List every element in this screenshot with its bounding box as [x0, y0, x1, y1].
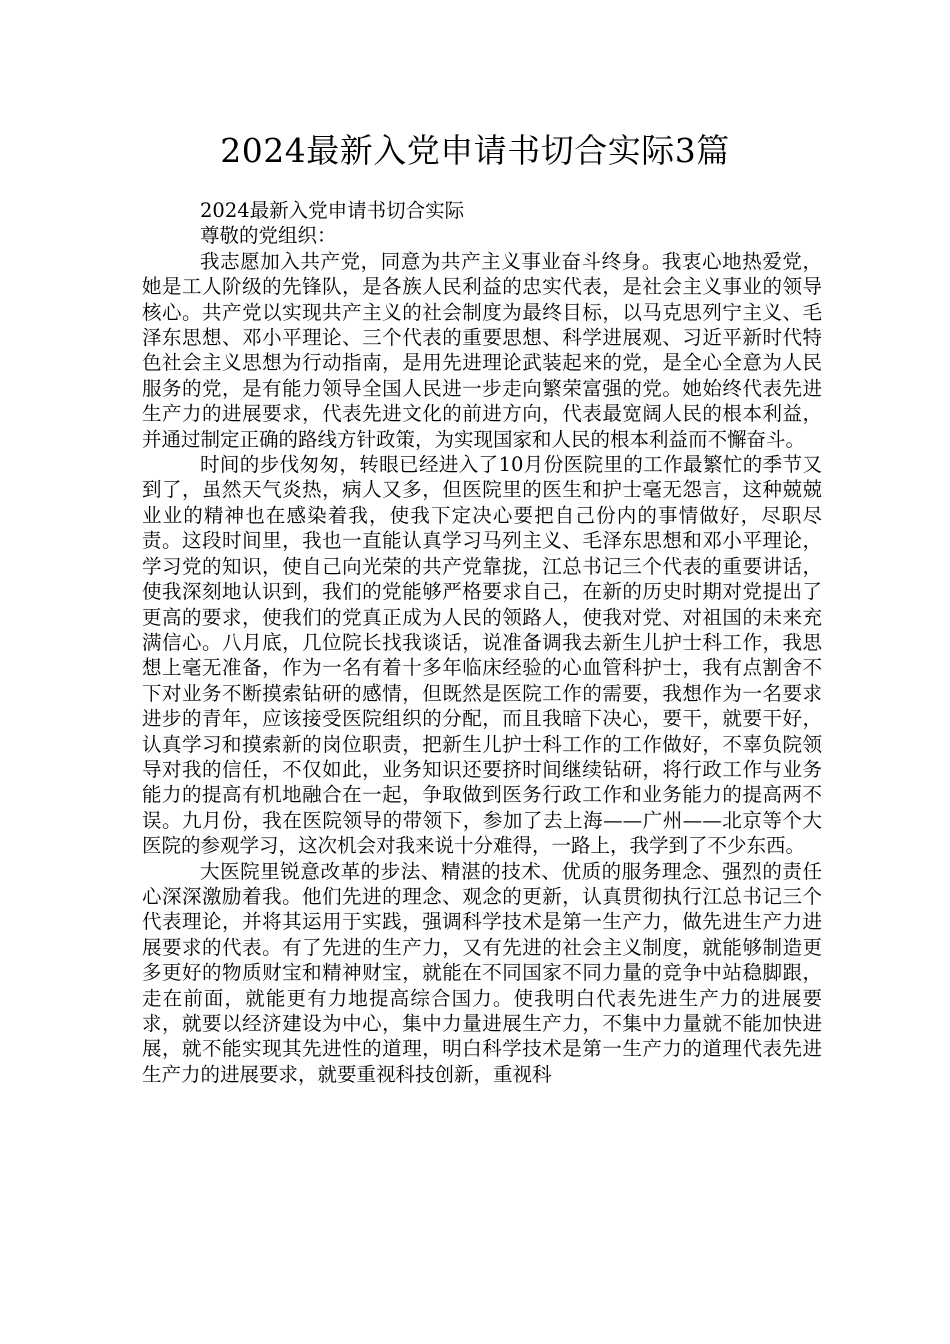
document-title: 2024最新入党申请书切合实际3篇 — [220, 131, 730, 170]
salutation: 尊敬的党组织： — [200, 224, 337, 248]
paragraph: 时间的步伐匆匆，转眼已经进入了10月份医院里的工作最繁忙的季节又到了，虽然天气炎热，病人又多，但医院里的医生和护士毫无怨言，这种兢兢业业的精神也在感染着我，使我下定决心要把自己份内的事情做好，尽职尽责。这段时间里，我也一直能认真学习马列主义、毛泽东思想和邓小平理论，学习党的知识，使自己向光荣的共产党靠拢，江总书记三个代表的重要讲话，使我深刻地认识到，我们的党能够严格要求自己，在新的历史时期对党提出了更高的要求，使我们的党真正成为人民的领路人，使我对党、对祖国的未来充满信心。八月底，几位院长找我谈话，说准备调我去新生儿护士科工作，我思想上毫无准备，作为一名有着十多年临床经验的心血管科护士，我有点割舍不下对业务不断摸索钻研的感情，但既然是医院工作的需要，我想作为一名要求进步的青年，应该接受医院组织的分配，而且我暗下决心，要干，就要干好，认真学习和摸索新的岗位职责，把新生儿护士科工作的工作做好，不辜负院领导对我的信任，不仅如此，业务知识还要挤时间继续钻研，将行政工作与业务能力的提高有机地融合在一起，争取做到医务行政工作和业务能力的提高两不误。九月份，我在医院领导的带领下，参加了去上海——广州——北京等个大医院的参观学习，这次机会对我来说十分难得，一路上，我学到了不少东西。 — [142, 453, 822, 858]
paragraph: 我志愿加入共产党，同意为共产主义事业奋斗终身。我衷心地热爱党，她是工人阶级的先锋队，是各族人民利益的忠实代表，是社会主义事业的领导核心。共产党以实现共产主义的社会制度为最终目标，以马克思列宁主义、毛泽东思想、邓小平理论、三个代表的重要思想、科学进展观、习近平新时代特色社会主义思想为行动指南，是用先进理论武装起来的党，是全心全意为人民服务的党，是有能力领导全国人民进一步走向繁荣富强的党。她始终代表先进生产力的进展要求，代表先进文化的前进方向，代表最宽阔人民的根本利益，并通过制定正确的路线方针政策，为实现国家和人民的根本利益而不懈奋斗。 — [142, 249, 822, 451]
paragraph: 大医院里锐意改革的步法、精湛的技术、优质的服务理念、强烈的责任心深深激励着我。他们先进的理念、观念的更新，认真贯彻执行江总书记三个代表理论，并将其运用于实践，强调科学技术是第一生产力，做先进生产力进展要求的代表。有了先进的生产力，又有先进的社会主义制度，就能够制造更多更好的物质财宝和精神财宝，就能在不同国家不同力量的竞争中站稳脚跟，走在前面，就能更有力地提高综合国力。使我明白代表先进生产力的进展要求，就要以经济建设为中心，集中力量进展生产力，不集中力量就不能加快进展，就不能实现其先进性的道理，明白科学技术是第一生产力的道理代表先进生产力的进展要求，就要重视科技创新，重视科 — [142, 859, 822, 1086]
document-body — [142, 198, 822, 1087]
document-subtitle: 2024最新入党申请书切合实际 — [200, 199, 465, 222]
